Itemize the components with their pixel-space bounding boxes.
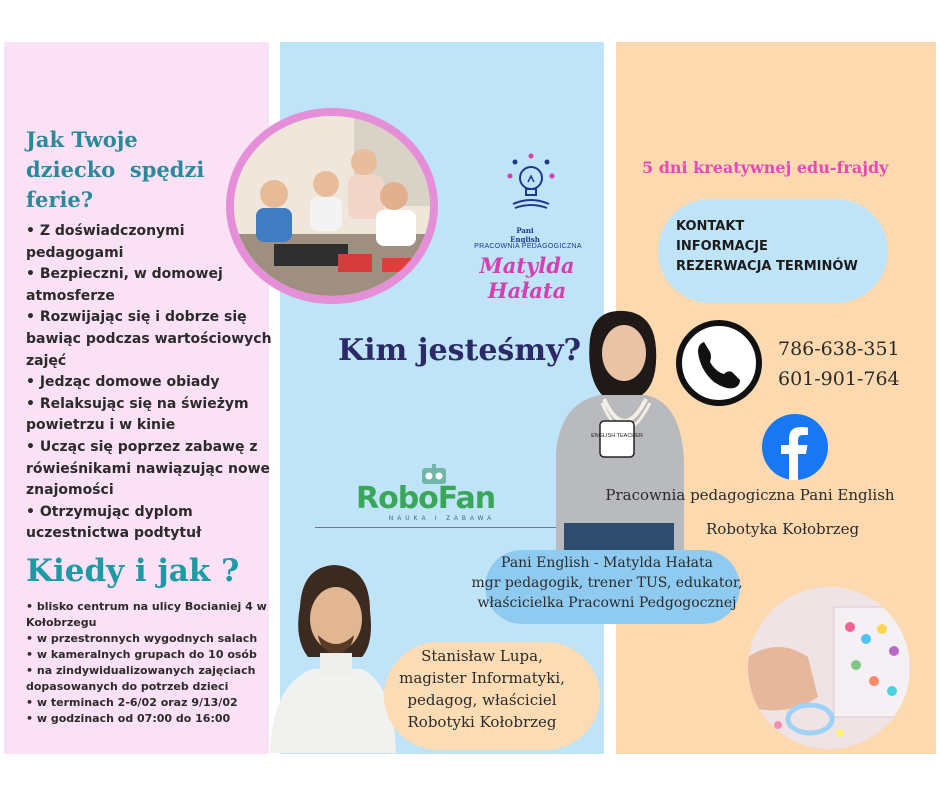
contact-list: [676, 217, 858, 277]
phone-number[interactable]: 601-901-764: [778, 368, 900, 390]
left-heading: [26, 125, 216, 215]
benefit-item: • Bezpieczni, w domowej atmosferze: [26, 266, 223, 304]
bio-line: właścicielka Pracowni Pedgogocznej: [477, 595, 737, 611]
logo: [456, 148, 606, 220]
woman-bio: [452, 553, 762, 613]
when-heading: Kiedy i jak ?: [26, 553, 240, 589]
logo-small-text: Pani English: [510, 226, 540, 244]
beads-illustration: [748, 587, 910, 749]
robofan-tagline: NAUKA I ZABAWA: [388, 516, 496, 522]
phone-handset-icon: [682, 326, 756, 400]
benefit-item: • Jedząc domowe obiady: [26, 374, 220, 391]
robofan-logo-text: RoboFan: [356, 481, 496, 516]
man-bio: [370, 645, 594, 733]
benefit-item: • Relaksując się na świeżym powietrzu i w kinie: [26, 395, 249, 434]
contact-item: REZERWACJA TERMINÓW: [676, 259, 858, 274]
detail-item: • w terminach 2-6/02 oraz 9/13/02: [26, 696, 238, 709]
detail-item: • blisko centrum na ulicy Bocianiej 4 w Kołobrzegu: [26, 600, 267, 629]
details-list: [26, 599, 276, 727]
facebook-icon[interactable]: [762, 414, 828, 480]
detail-item: • w godzinach od 07:00 do 16:00: [26, 712, 231, 725]
who-heading: Kim jesteśmy?: [338, 333, 582, 368]
logo-line1: PRACOWNIA PEDAGOGICZNA: [474, 243, 582, 250]
phone-icon: [676, 320, 762, 406]
slogan: 5 dni kreatywnej edu-frajdy: [642, 158, 889, 177]
detail-item: • w kameralnych grupach do 10 osób: [26, 648, 257, 661]
contact-item: KONTAKT: [676, 219, 745, 234]
benefits-list: [26, 221, 278, 545]
mug-label: ENGLISH TEACHER: [591, 433, 643, 439]
contact-item: INFORMACJE: [676, 239, 768, 254]
kids-robotics-photo: [226, 108, 438, 304]
woman-photo: [542, 303, 692, 558]
man-bio-line: magister Informatyki,: [399, 669, 565, 687]
lightbulb-icon: [501, 148, 561, 220]
benefit-item: • Otrzymując dyplom uczestnictwa podtytuł: [26, 503, 202, 542]
facebook-page-name[interactable]: Pracownia pedagogiczna Pani English: [605, 486, 895, 504]
man-bio-line: Robotyki Kołobrzeg: [407, 713, 557, 731]
detail-item: • w przestronnych wygodnych salach: [26, 632, 258, 645]
benefit-item: • Z doświadczonymi pedagogami: [26, 223, 185, 261]
benefit-item: • Ucząc się poprzez zabawę z rówieśnikami nawiązując nowe znajomości: [26, 438, 271, 499]
man-bio-line: pedagog, właściciel: [407, 691, 557, 709]
man-bio-line: Stanisław Lupa,: [421, 647, 543, 665]
detail-item: • na zindywidualizowanych zajęciach dopasowanych do potrzeb dzieci: [26, 664, 256, 693]
robofan-divider: [315, 527, 561, 528]
bio-line: Pani English - Matylda Hałata: [501, 555, 713, 571]
heading-line: ferie?: [26, 187, 94, 212]
kids-illustration: [234, 116, 430, 296]
heading-line: dziecko spędzi: [26, 157, 205, 182]
logo-line2: Matylda Hałata: [479, 253, 575, 303]
robotics-page-name[interactable]: Robotyka Kołobrzeg: [706, 520, 860, 538]
beads-craft-photo: [748, 587, 910, 749]
heading-line: Jak Twoje: [26, 127, 138, 152]
bio-line: mgr pedagogik, trener TUS, edukator,: [471, 575, 743, 591]
benefit-item: • Rozwijając się i dobrze się bawiąc podczas wartościowych zajęć: [26, 309, 272, 369]
phone-numbers: [778, 334, 900, 394]
phone-number[interactable]: 786-638-351: [778, 338, 900, 360]
